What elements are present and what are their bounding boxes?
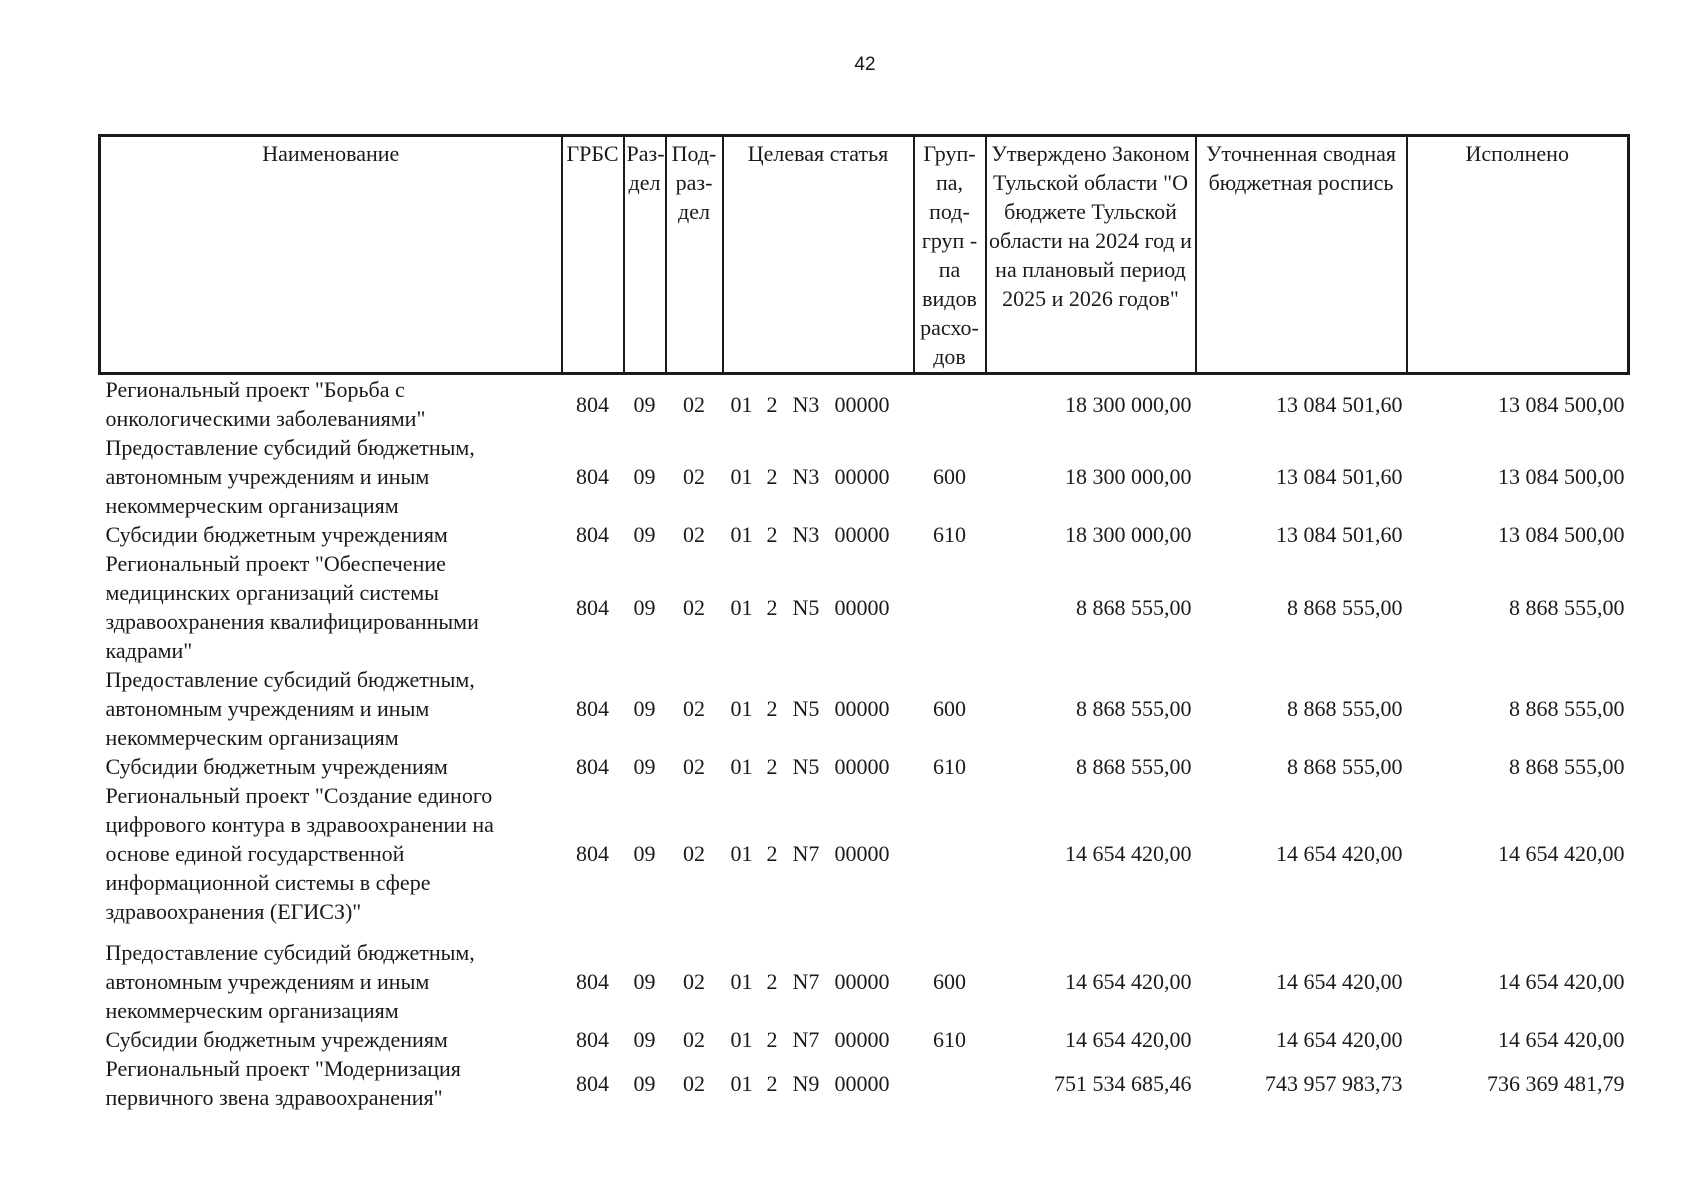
row-expense-group: 610 [933, 1027, 966, 1052]
row-name: Предоставление субсидий бюджетным, автономным учреждениям и иным некоммерческим организациям [105, 940, 475, 1023]
table-body [100, 374, 1629, 1113]
row-expense-group [914, 549, 986, 665]
target-direction: 00000 [834, 522, 890, 547]
row-razdel: 09 [633, 696, 656, 721]
table-row [100, 374, 1629, 434]
row-approved: 8 868 555,00 [1076, 696, 1192, 721]
target-type: 2 [766, 594, 778, 620]
row-executed: 13 084 500,00 [1498, 522, 1625, 547]
target-direction: 00000 [834, 391, 890, 417]
row-refined: 14 654 420,00 [1276, 841, 1403, 866]
row-razdel: 09 [633, 754, 656, 779]
row-approved: 751 534 685,46 [1054, 1070, 1192, 1096]
row-approved: 18 300 000,00 [1065, 391, 1192, 417]
row-razdel: 09 [633, 1070, 656, 1096]
row-executed: 14 654 420,00 [1498, 841, 1625, 866]
row-target-article [723, 549, 914, 665]
target-program: 01 [730, 594, 753, 620]
row-refined: 8 868 555,00 [1287, 696, 1403, 721]
target-type: 2 [766, 1070, 778, 1096]
row-name: Предоставление субсидий бюджетным, автономным учреждениям и иным некоммерческим организациям [105, 435, 475, 518]
row-razdel: 09 [633, 1027, 656, 1052]
row-target-article [723, 1025, 914, 1054]
row-executed: 8 868 555,00 [1509, 594, 1625, 620]
table-row [100, 1054, 1629, 1112]
target-project: N5 [792, 696, 820, 721]
row-expense-group: 600 [933, 464, 966, 489]
row-name: Предоставление субсидий бюджетным, автономным учреждениям и иным некоммерческим организациям [105, 667, 475, 750]
row-approved: 14 654 420,00 [1065, 841, 1192, 866]
target-direction: 00000 [834, 1027, 890, 1052]
row-target-article [723, 374, 914, 434]
row-executed: 13 084 500,00 [1498, 464, 1625, 489]
header-expense-group: Груп-па, под-груп - па видов расхо-дов [914, 136, 986, 374]
target-type: 2 [766, 754, 778, 779]
header-razdel: Раз-дел [624, 136, 666, 374]
row-name: Региональный проект "Создание единого цифрового контура в здравоохранении на основе единой государственной информационной системы в сфере здравоохранения (ЕГИСЗ)" [105, 783, 494, 924]
row-podrazdel: 02 [683, 754, 705, 779]
target-type: 2 [766, 522, 778, 547]
header-grbs: ГРБС [562, 136, 624, 374]
header-executed: Исполнено [1407, 136, 1629, 374]
row-podrazdel: 02 [683, 391, 705, 417]
target-program: 01 [730, 391, 753, 417]
target-direction: 00000 [834, 841, 890, 866]
target-type: 2 [766, 464, 778, 489]
row-approved: 14 654 420,00 [1065, 969, 1192, 994]
target-program: 01 [730, 696, 753, 721]
row-refined: 13 084 501,60 [1276, 522, 1403, 547]
table-row [100, 520, 1629, 549]
table-row [100, 665, 1629, 752]
target-direction: 00000 [834, 594, 890, 620]
target-project: N3 [792, 522, 820, 547]
row-target-article [723, 665, 914, 752]
row-grbs: 804 [576, 391, 609, 417]
target-direction: 00000 [834, 464, 890, 489]
row-executed: 14 654 420,00 [1498, 1027, 1625, 1052]
row-target-article [723, 1054, 914, 1112]
row-grbs: 804 [576, 841, 609, 866]
row-target-article [723, 752, 914, 781]
target-project: N5 [792, 754, 820, 779]
row-podrazdel: 02 [683, 522, 705, 547]
row-razdel: 09 [633, 841, 656, 866]
target-type: 2 [766, 391, 778, 417]
row-podrazdel: 02 [683, 841, 705, 866]
row-approved: 18 300 000,00 [1065, 522, 1192, 547]
row-expense-group [914, 781, 986, 926]
row-refined: 8 868 555,00 [1287, 754, 1403, 779]
target-program: 01 [730, 464, 753, 489]
row-grbs: 804 [576, 522, 609, 547]
target-project: N7 [792, 1027, 820, 1052]
row-podrazdel: 02 [683, 594, 705, 620]
target-direction: 00000 [834, 969, 890, 994]
row-grbs: 804 [576, 1070, 609, 1096]
row-name: Региональный проект "Борьба с онкологическими заболеваниями" [105, 377, 426, 431]
row-refined: 13 084 501,60 [1276, 464, 1403, 489]
row-expense-group: 600 [933, 969, 966, 994]
row-grbs: 804 [576, 696, 609, 721]
row-executed: 13 084 500,00 [1498, 391, 1625, 417]
row-name: Субсидии бюджетным учреждениям [105, 522, 448, 547]
row-target-article [723, 781, 914, 926]
row-expense-group: 600 [933, 696, 966, 721]
row-podrazdel: 02 [683, 1070, 705, 1096]
target-program: 01 [730, 1027, 753, 1052]
row-refined: 14 654 420,00 [1276, 1027, 1403, 1052]
row-approved: 8 868 555,00 [1076, 754, 1192, 779]
row-approved: 18 300 000,00 [1065, 464, 1192, 489]
row-razdel: 09 [633, 969, 656, 994]
header-name: Наименование [100, 136, 562, 374]
row-name: Региональный проект "Модернизация первичного звена здравоохранения" [105, 1056, 461, 1110]
header-refined: Уточненная сводная бюджетная роспись [1196, 136, 1407, 374]
row-podrazdel: 02 [683, 464, 705, 489]
row-approved: 14 654 420,00 [1065, 1027, 1192, 1052]
row-name: Субсидии бюджетным учреждениям [105, 1027, 448, 1052]
header-target-article: Целевая статья [723, 136, 914, 374]
row-razdel: 09 [633, 522, 656, 547]
row-expense-group [914, 374, 986, 434]
row-razdel: 09 [633, 464, 656, 489]
row-expense-group: 610 [933, 522, 966, 547]
row-podrazdel: 02 [683, 1027, 705, 1052]
target-project: N5 [792, 594, 820, 620]
target-direction: 00000 [834, 754, 890, 779]
row-podrazdel: 02 [683, 696, 705, 721]
row-expense-group [914, 1054, 986, 1112]
row-executed: 14 654 420,00 [1498, 969, 1625, 994]
row-target-article [723, 926, 914, 1025]
row-refined: 13 084 501,60 [1276, 391, 1403, 417]
target-project: N7 [792, 969, 820, 994]
row-name: Субсидии бюджетным учреждениям [105, 754, 448, 779]
row-grbs: 804 [576, 754, 609, 779]
table-row [100, 433, 1629, 520]
table-header [100, 136, 1629, 374]
page-number: 42 [854, 54, 876, 75]
row-refined: 14 654 420,00 [1276, 969, 1403, 994]
row-razdel: 09 [633, 594, 656, 620]
table-row [100, 549, 1629, 665]
target-type: 2 [766, 1027, 778, 1052]
header-podrazdel: Под-раз-дел [666, 136, 723, 374]
row-grbs: 804 [576, 969, 609, 994]
row-grbs: 804 [576, 594, 609, 620]
header-approved: Утверждено Законом Тульской области "О бюджете Тульской области на 2024 год и на плановый период 2025 и 2026 годов" [986, 136, 1196, 374]
row-expense-group: 610 [933, 754, 966, 779]
row-grbs: 804 [576, 1027, 609, 1052]
table-row [100, 926, 1629, 1025]
row-podrazdel: 02 [683, 969, 705, 994]
row-executed: 8 868 555,00 [1509, 696, 1625, 721]
table-row [100, 1025, 1629, 1054]
target-program: 01 [730, 969, 753, 994]
row-refined: 8 868 555,00 [1287, 594, 1403, 620]
target-project: N9 [792, 1070, 820, 1096]
row-razdel: 09 [633, 391, 656, 417]
row-name: Региональный проект "Обеспечение медицинских организаций системы здравоохранения квалифицированными кадрами" [105, 551, 479, 663]
row-grbs: 804 [576, 464, 609, 489]
header-row [100, 136, 1629, 374]
row-target-article [723, 433, 914, 520]
budget-execution-table [98, 134, 1630, 1112]
row-target-article [723, 520, 914, 549]
table-row [100, 781, 1629, 926]
target-project: N3 [792, 464, 820, 489]
target-type: 2 [766, 969, 778, 994]
table-row [100, 752, 1629, 781]
row-executed: 8 868 555,00 [1509, 754, 1625, 779]
target-type: 2 [766, 841, 778, 866]
target-program: 01 [730, 841, 753, 866]
target-direction: 00000 [834, 696, 890, 721]
row-refined: 743 957 983,73 [1265, 1070, 1403, 1096]
row-approved: 8 868 555,00 [1076, 594, 1192, 620]
target-program: 01 [730, 522, 753, 547]
target-program: 01 [730, 1070, 753, 1096]
row-executed: 736 369 481,79 [1487, 1070, 1625, 1096]
target-direction: 00000 [834, 1070, 890, 1096]
target-type: 2 [766, 696, 778, 721]
target-project: N3 [792, 391, 820, 417]
target-program: 01 [730, 754, 753, 779]
target-project: N7 [792, 841, 820, 866]
